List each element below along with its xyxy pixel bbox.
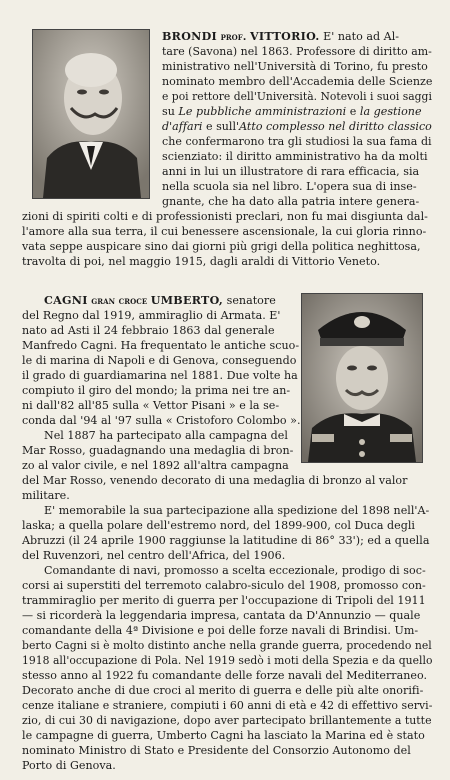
bio2-line-8: ni dall'82 all'85 sulla « Vettor Pisani » e la se- [22,399,280,412]
bio2-line-4: Manfredo Cagni. Ha frequentato le antiche scuo- [22,339,300,352]
bio2-line-23: comandante della 4ª Divisione e poi delle forze navali di Brindisi. Um- [22,624,419,637]
bio2-line-20: corsi ai superstiti del terremoto calabro-siculo del 1908, promosso con- [22,579,426,592]
bio1-text: E' nato ad Al- [323,30,400,43]
bio2-line-24: berto Cagni si è molto distinto anche nella grande guerra, procedendo nel [22,639,432,652]
bio1-line-14: l'amore alla sua terra, il cui benessere ascensionale, la cui gloria rinno- [22,225,427,238]
bio2-firstname: UMBERTO, [150,294,224,307]
bio1-line-12: gnante, che ha dato alla patria intere genera- [162,195,420,208]
bio2-line-18: del Ruvenzori, nel centro dell'Africa, del 1906. [22,549,286,562]
bio2-title: gran croce [91,295,148,307]
bio1-line-7 [162,119,432,134]
bio2-line-5: le di marina di Napoli e di Genova, conseguendo [22,354,297,367]
bio2-line-31: nominato Ministro di Stato e Presidente del Consorzio Autonomo del [22,744,411,757]
bio2-line-26: stesso anno al 1922 fu comandante delle forze navali del Mediterraneo. [22,669,428,682]
bio2-line-1 [44,293,276,309]
bio1-line-4: nominato membro dell'Accademia delle Scienze [162,75,433,88]
bio1-line-16: travolta di poi, nel maggio 1915, dagli araldi di Vittorio Veneto. [22,255,381,268]
bio2-line-29: zio, di cui 30 di navigazione, dopo aver partecipato brillantemente a tutte [22,714,432,727]
bio1-line-13: zioni di spiriti colti e di professionisti preclari, non fu mai disgiunta dal- [22,210,428,223]
bio2-line-16: laska; a quella polare dell'estremo nord, del 1899-900, col Duca degli [22,519,415,532]
book-title-1: Le pubbliche amministrazioni [178,105,347,118]
bio2-line-30: le campagne di guerra, Umberto Cagni ha lasciato la Marina ed è stato [22,729,425,742]
bio1-line-9: scienziato: il diritto amministrativo ha da molti [162,150,428,163]
bio1-line-3: ministrativo nell'Università di Torino, fu presto [162,60,428,73]
bio1-line-5: e poi rettore dell'Università. Notevoli i suoi saggi [162,90,432,103]
bio2-line-13: del Mar Rosso, venendo decorato di una medaglia di bronzo al valor [22,474,408,487]
book-title-2b: d'affari [162,120,203,133]
bio2-line-19: Comandante di navi, promosso a scelta eccezionale, prodigo di soc- [44,564,426,577]
bio2-line-9: conda dal '94 al '97 sulla « Cristoforo Colombo ». [22,414,301,427]
portrait-image [302,294,422,462]
bio1-text: su [162,105,179,118]
bio2-line-6: il grado di guardiamarina nel 1881. Due volte ha [22,369,298,382]
portrait-photo-vittorio-brondi [32,29,150,199]
bio1-firstname: VITTORIO. [250,30,320,43]
portrait-image [33,30,149,198]
bio2-line-14: militare. [22,489,70,502]
bio2-line-22: — si ricorderà la leggendaria impresa, cantata da D'Annunzio — quale [22,609,421,622]
bio2-line-3: nato ad Asti il 24 febbraio 1863 dal generale [22,324,275,337]
bio1-text: e [346,105,360,118]
bio2-line-32: Porto di Genova. [22,759,116,772]
bio2-line-25: 1918 all'occupazione di Pola. Nel 1919 sedò i moti della Spezia e da quello [22,654,433,667]
bio2-surname: CAGNI [44,294,88,307]
portrait-photo-umberto-cagni [301,293,423,463]
bio2-line-27: Decorato anche di due croci al merito di guerra e delle più alte onorifi- [22,684,424,697]
bio2-line-21: trammiraglio per merito di guerra per l'occupazione di Tripoli del 1911 [22,594,426,607]
book-title-3: Atto complesso nel diritto classico [239,120,432,133]
bio2-line-15: E' memorabile la sua partecipazione alla spedizione del 1898 nell'A- [44,504,430,517]
bio1-line-2: tare (Savona) nel 1863. Professore di diritto am- [162,45,432,58]
bio2-line-17: Abruzzi (il 24 aprile 1900 raggiunse la latitudine di 86° 33'); ed a quella [22,534,430,547]
bio1-line-6 [162,104,422,119]
bio1-title: prof. [220,31,247,43]
bio1-line-15: vata seppe auspicare sino dai giorni più grigi della politica neghittosa, [22,240,421,253]
bio1-surname: BRONDI [162,30,218,43]
bio1-line-10: anni in lui un illustratore di rara efficacia, sia [162,165,420,178]
bio1-line-1 [162,29,399,45]
bio1-line-11: nella scuola sia nel libro. L'opera sua di inse- [162,180,417,193]
bio2-line-2: del Regno dal 1919, ammiraglio di Armata. E' [22,309,281,322]
book-title-2: la gestione [359,105,422,118]
bio2-line-12: zo al valor civile, e nel 1892 all'altra campagna [22,459,289,472]
bio2-line-10: Nel 1887 ha partecipato alla campagna del [44,429,288,442]
bio2-line-28: cenze italiane e straniere, compiuti i 60 anni di età e 42 di effettivo servi- [22,699,433,712]
bio2-text: senatore [226,294,276,307]
bio1-line-8: che confermarono tra gli studiosi la sua fama di [162,135,432,148]
bio2-line-7: compiuto il giro del mondo; la prima nei tre an- [22,384,291,397]
bio2-line-11: Mar Rosso, guadagnando una medaglia di bron- [22,444,294,457]
bio1-text: e sull' [202,120,240,133]
